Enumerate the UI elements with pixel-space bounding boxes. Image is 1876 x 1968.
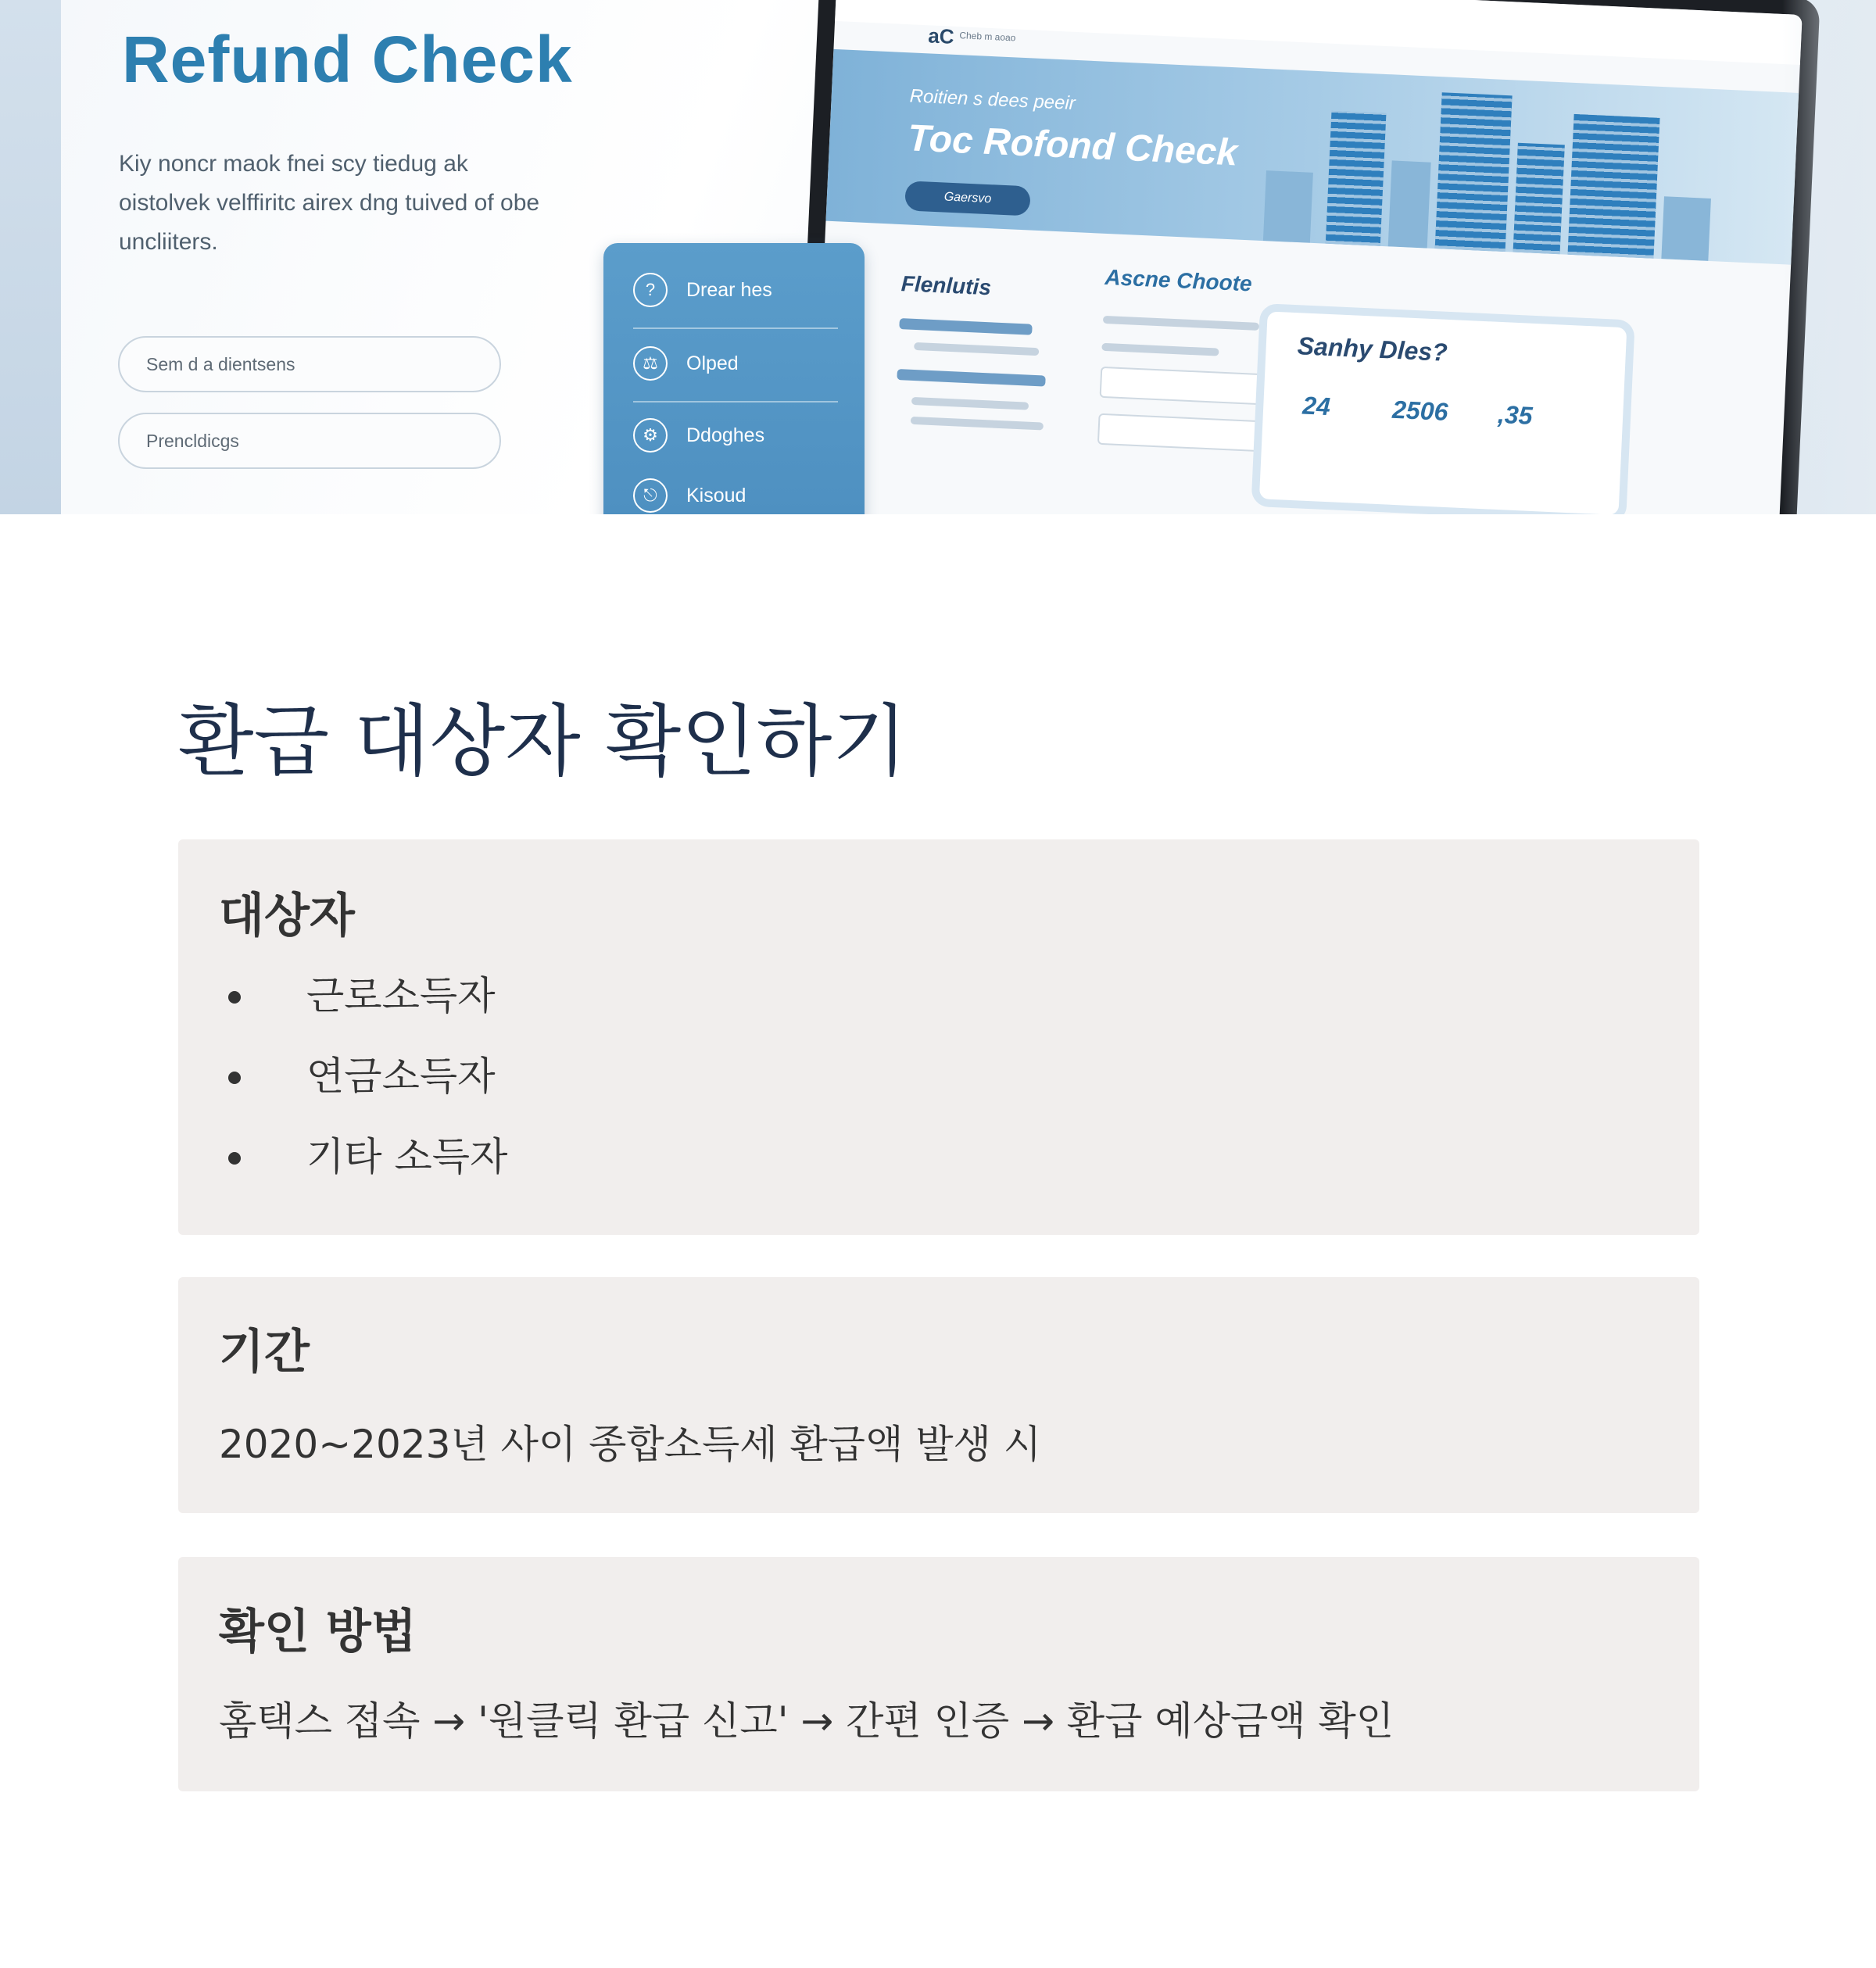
screen-text-line — [911, 397, 1029, 410]
sidebar-item-4 — [633, 472, 836, 514]
method-card — [178, 1557, 1699, 1791]
list-item-label: 기타 소득자 — [306, 1134, 508, 1179]
screen-text-line — [897, 369, 1045, 387]
list-item-label: 연금소득자 — [306, 1054, 496, 1099]
sidebar-item-label: Ddoghes — [686, 424, 765, 446]
building-shape — [1513, 143, 1565, 255]
screen-field — [1100, 367, 1273, 406]
scale-icon: ⚖ — [633, 346, 668, 381]
screen-banner-subtitle: Roitien s dees peeir — [909, 85, 1076, 114]
screen-banner — [825, 49, 1799, 265]
building-shape — [1435, 92, 1513, 252]
period-card — [178, 1277, 1699, 1513]
stat-value: 2506 — [1391, 395, 1449, 426]
screen-mini-text: Cheb m aoao — [959, 30, 1016, 44]
screen-field — [1097, 413, 1271, 453]
stat-value: ,35 — [1497, 399, 1534, 430]
hero-description: Kiy noncr maok fnei scy tiedug ak oistolvek velffiritc airex dng tuived of obe uncliiters. — [119, 151, 540, 255]
eligibility-title: 대상자 — [219, 889, 355, 943]
sidebar-item-label: Kisoud — [686, 484, 746, 506]
building-shape — [1263, 170, 1313, 243]
hero-title: Refund Check — [122, 23, 573, 96]
method-title: 확인 방법 — [219, 1605, 417, 1659]
bullet-icon — [228, 1072, 241, 1084]
method-text: 홈택스 접속 → '원클릭 환급 신고' → 간편 인증 → 환급 예상금액 확인 — [219, 1698, 1394, 1744]
building-shape — [1661, 196, 1711, 261]
eligibility-card — [178, 839, 1699, 1235]
screen-column-title: Flenlutis — [900, 271, 992, 300]
building-shape — [1567, 114, 1659, 259]
stat-value: 24 — [1301, 391, 1331, 421]
list-item — [219, 972, 507, 1053]
gear-icon: ⚙ — [633, 418, 668, 453]
list-item-label: 근로소득자 — [306, 973, 496, 1018]
laptop-mockup — [793, 0, 1836, 514]
question-icon: ? — [633, 273, 668, 307]
stats-title: Sanhy Dles? — [1297, 331, 1448, 367]
screen-logo: aC — [927, 23, 955, 48]
screen-column-title: Ascne Choote — [1104, 264, 1253, 296]
page-title: 환급 대상자 확인하기 — [178, 696, 908, 787]
sidebar-divider — [633, 401, 838, 403]
eligibility-list — [219, 972, 507, 1214]
screen-text-line — [1103, 316, 1259, 331]
door-icon: ⎋ — [633, 478, 668, 513]
sidebar-item-label: Drear hes — [686, 278, 772, 301]
screen-text-line — [914, 342, 1039, 356]
sidebar-divider — [633, 327, 838, 329]
period-title: 기간 — [219, 1325, 310, 1379]
hero-input-second: Prencldicgs — [118, 413, 501, 469]
laptop-screen — [811, 0, 1802, 514]
sidebar-item-2 — [633, 340, 836, 387]
bullet-icon — [228, 1152, 241, 1165]
building-shape — [1326, 111, 1387, 246]
hero-sidebar-card — [603, 243, 865, 514]
sidebar-item-1 — [633, 267, 836, 313]
bullet-icon — [228, 991, 241, 1004]
list-item — [219, 1133, 507, 1214]
screen-text-line — [899, 318, 1032, 335]
screen-banner-button: Gaersvo — [904, 181, 1031, 216]
hero-frame-edge — [0, 0, 61, 514]
building-shape — [1388, 160, 1431, 248]
hero-banner — [0, 0, 1876, 514]
screen-text-line — [1101, 343, 1219, 356]
screen-banner-title: Toc Rofond Check — [907, 117, 1239, 174]
list-item — [219, 1053, 507, 1133]
screen-text-line — [911, 417, 1044, 431]
screen-stats-card — [1251, 303, 1634, 514]
sidebar-item-3 — [633, 412, 836, 459]
period-text: 2020~2023년 사이 종합소득세 환급액 발생 시 — [219, 1422, 1042, 1467]
hero-edge-fade — [1782, 0, 1876, 514]
sidebar-item-label: Olped — [686, 352, 739, 374]
hero-input-first: Sem d a dientsens — [118, 336, 501, 392]
